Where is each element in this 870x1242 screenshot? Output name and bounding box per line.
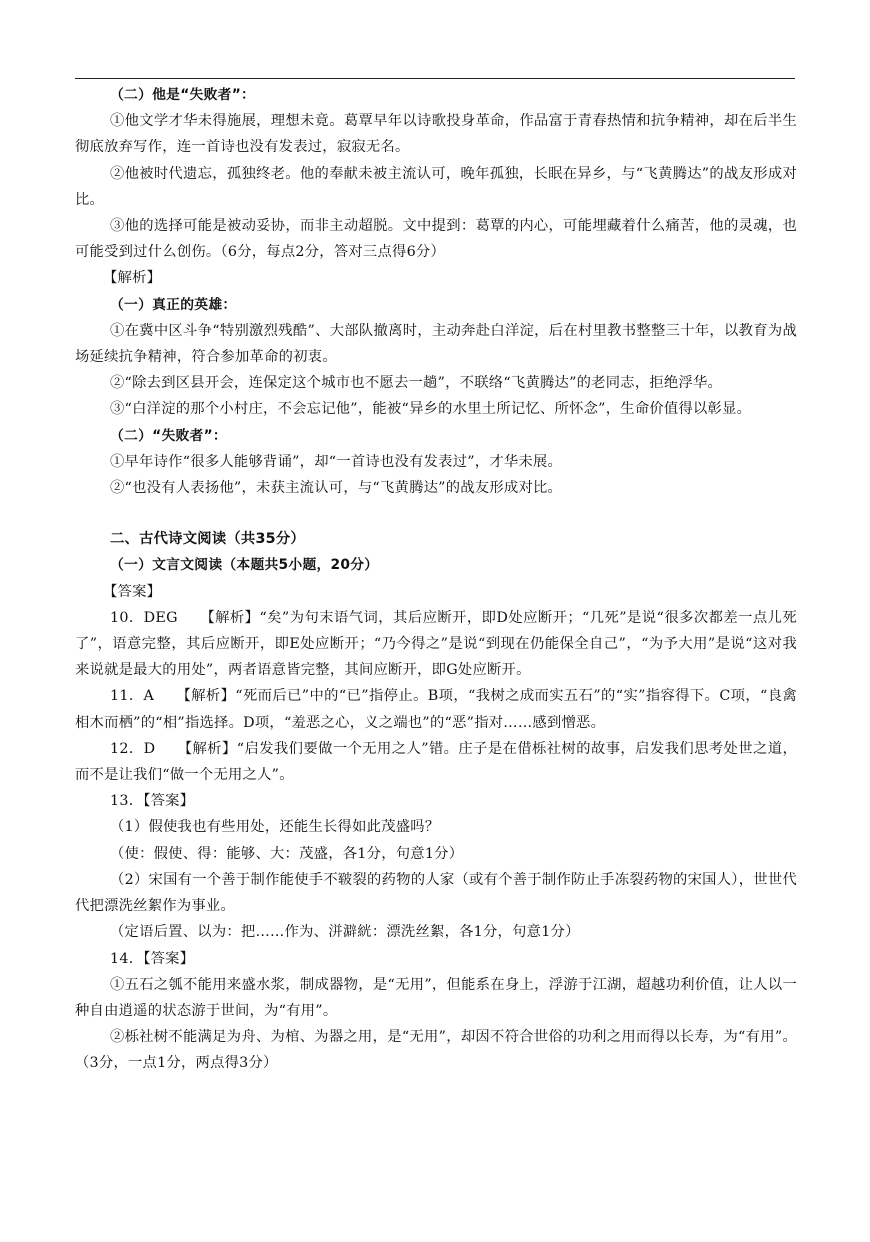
paragraph: ①五石之瓠不能用来盛水浆，制成器物，是“无用”，但能系在身上，浮游于江湖，超越功利价值，让人以一种自由逍遥的状态游于世间，为“有用”。 [75,976,797,1019]
heading-failure-analysis: （二）“失败者”： [110,427,227,444]
header-rule [75,78,795,79]
translation-1: （1）假使我也有些用处，还能生长得如此茂盛吗？ [110,819,440,836]
answer-page [75,82,797,1077]
scoring-note: （定语后置、以为：把……作为、洴澼絖：漂洗丝絮，各1分，句意1分） [110,924,580,941]
heading-failure: （二）他是“失败者”： [110,87,256,103]
translation-2: （2）宋国有一个善于制作能使手不皲裂的药物的人家（或有个善于制作防止手冻裂药物的宋国人），世世代代把漂洗丝絮作为事业。 [75,871,797,915]
paragraph: ③他的选择可能是被动妥协，而非主动超脱。文中提到：葛覃的内心，可能埋藏着什么痛苦，他的灵魂，也可能受到过什么创伤。（6分，每点2分，答对三点得6分） [75,218,797,261]
paragraph: ②“也没有人表扬他”，未获主流认可，与“飞黄腾达”的战友形成对比。 [110,480,563,497]
question-10: 10．DEG 【解析】“矣”为句末语气词，其后应断开，即D处应断开；“几死”是说“很多次都差一点儿死了”，语意完整，其后应断开，即E处应断开；“乃今得之”是说“到现在仍能保全自己”，“为予大用”是说“这对我来说就是最大的用处”，两者语意皆完整，其间应断开，即G处应断开。 [75,609,797,679]
section-title: 二、古代诗文阅读（共35分） [110,531,305,548]
question-12: 12．D 【解析】“启发我们要做一个无用之人”错。庄子是在借栎社树的故事，启发我们思考处世之道，而不是让我们“做一个无用之人”。 [75,740,797,784]
scoring-note: （使：假使、得：能够、大：茂盛，各1分，句意1分） [110,845,464,862]
question-13: 13．【答案】 [110,793,195,810]
paragraph: ②他被时代遗忘，孤独终老。他的奉献未被主流认可，晚年孤独，长眠在异乡，与“飞黄腾达”的战友形成对比。 [75,165,797,208]
paragraph: ①他文学才华未得施展，理想未竟。葛覃早年以诗歌投身革命，作品富于青春热情和抗争精神，却在后半生彻底放弃写作，连一首诗也没有发表过，寂寂无名。 [75,113,797,156]
paragraph: ③“白洋淀的那个小村庄，不会忘记他”，能被“异乡的水里土所记忆、所怀念”，生命价值得以彰显。 [110,401,752,418]
paragraph: ②栎社树不能满足为舟、为棺、为器之用，是“无用”，却因不符合世俗的功利之用而得以长寿，为“有用”。（3分，一点1分，两点得3分） [75,1029,797,1072]
answer-label: 【答案】 [103,583,162,600]
question-11: 11．A 【解析】“死而后已”中的“已”指停止。B项，“我树之成而实五石”的“实”指容得下。C项，“良禽相木而栖”的“相”指选择。D项，“羞恶之心，义之端也”的“恶”指对……感到憎恶。 [75,688,797,731]
paragraph: ①在冀中区斗争“特别激烈残酷”、大部队撤离时，主动奔赴白洋淀，后在村里教书整整三十年，以教育为战场延续抗争精神，符合参加革命的初衷。 [75,322,797,366]
heading-true-hero: （一）真正的英雄： [110,296,237,313]
analysis-label: 【解析】 [103,270,162,287]
paragraph: ②“除去到区县开会，连保定这个城市也不愿去一趟”，不联络“飞黄腾达”的老同志，拒绝浮华。 [110,375,723,392]
question-14: 14．【答案】 [110,950,195,967]
subsection-title: （一）文言文阅读（本题共5小题，20分） [110,557,379,574]
paragraph: ①早年诗作“很多人能够背诵”，却“一首诗也没有发表过”，才华未展。 [110,453,563,470]
